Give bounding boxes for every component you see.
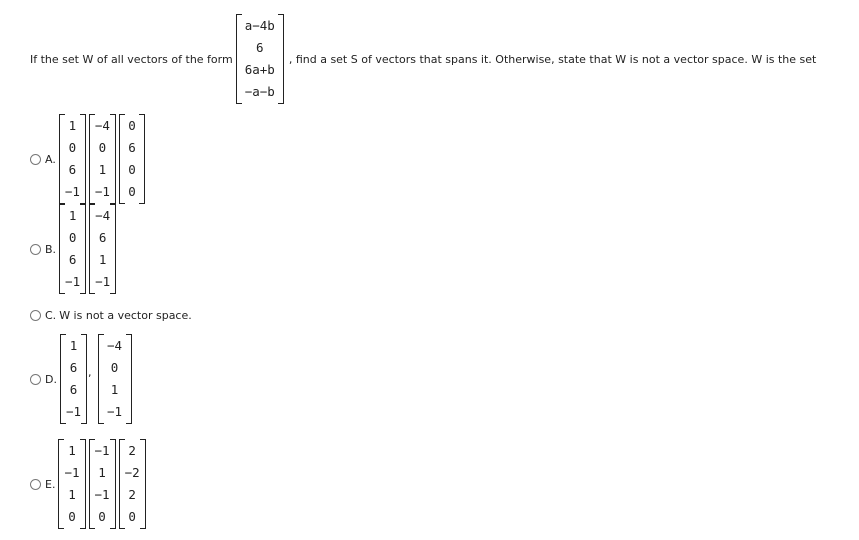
vector-entry: 1 [98,162,107,177]
vector-entry: 1 [68,443,76,458]
vector-entry: −1 [94,443,110,458]
vector [60,334,87,424]
question-prefix: If the set W of all vectors of the form [30,52,233,66]
option-text: W is not a vector space. [59,309,192,322]
form-vector-entry: a−4b [244,18,275,33]
vector-entry: 6 [128,140,136,155]
vector-entry: −4 [95,208,111,223]
vector-entry: 6 [69,360,78,375]
vector-entry: −4 [94,118,110,133]
vector-entry: 0 [98,509,106,524]
vector [59,114,86,204]
vector-entry: 6 [98,230,107,245]
radio-button-b[interactable] [30,244,41,255]
radio-button-e[interactable] [30,479,41,490]
vector-entry: 1 [98,465,106,480]
vector [89,114,116,204]
vector-entry: 0 [128,118,136,133]
vector-entry: 0 [128,162,136,177]
vector-entry: 0 [110,360,119,375]
vector-entry: −1 [107,404,123,419]
option-d[interactable] [30,334,132,424]
radio-button-d[interactable] [30,374,41,385]
vector [119,114,145,204]
option-e[interactable] [30,439,146,529]
form-vector-entry: −a−b [244,84,275,99]
vector [119,439,146,529]
form-vector-entry: 6 [256,40,264,55]
question-suffix: , find a set S of vectors that spans it. Otherwise, state that W is not a vector space. W is the set [288,52,817,66]
vector-entry: 0 [68,230,77,245]
vector-entry: 0 [128,184,136,199]
vector-entry: 2 [128,487,136,502]
vector [89,439,116,529]
separator-comma: , [88,365,92,379]
vector-set [59,204,116,294]
option-letter: D. [45,372,57,386]
option-letter: E. [45,477,56,491]
vector-entry: −1 [94,184,110,199]
vector-entry: −1 [64,465,80,480]
radio-button-a[interactable] [30,154,41,165]
vector-entry: −1 [65,274,81,289]
vector-entry: 6 [68,162,77,177]
vector-entry: 0 [68,140,77,155]
vector-entry: 1 [68,118,77,133]
vector-set [60,334,132,424]
vector-entry: 0 [68,509,76,524]
vector-entry: 1 [98,252,107,267]
vector-entry: −2 [124,465,140,480]
option-c[interactable] [30,309,192,322]
vector-entry: 0 [98,140,107,155]
vector [98,334,132,424]
radio-button-c[interactable] [30,310,41,321]
vector-entry: −1 [64,184,80,199]
option-letter: A. [45,152,56,166]
vector-entry: 6 [69,382,78,397]
vector-entry: 1 [68,208,77,223]
option-letter: C. [45,309,57,322]
vector [89,204,116,294]
vector-entry: 0 [128,509,136,524]
option-letter: B. [45,242,57,256]
vector-entry: −1 [65,404,82,419]
vector-set [58,439,145,529]
question-prompt [30,14,830,104]
vector-entry: 2 [128,443,136,458]
vector [58,439,85,529]
option-a[interactable] [30,114,145,204]
vector-entry: −1 [95,274,111,289]
form-vector-entry: 6a+b [244,62,275,77]
vector-entry: 6 [68,252,77,267]
vector-entry: 1 [110,382,119,397]
vector-entry: 1 [68,487,76,502]
vector-entry: −4 [107,338,123,353]
form-vector [236,14,284,104]
vector [59,204,86,294]
vector-entry: −1 [94,487,110,502]
vector-entry: 1 [69,338,78,353]
vector-set [59,114,145,204]
option-b[interactable] [30,204,116,294]
